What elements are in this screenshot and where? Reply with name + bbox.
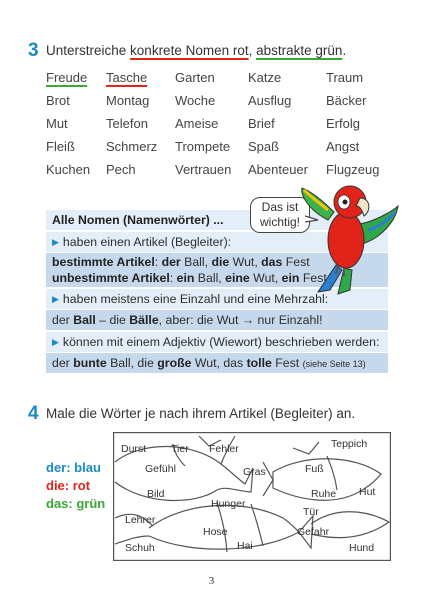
text: Ball, — [194, 271, 226, 285]
word-katze[interactable]: Katze — [248, 70, 282, 85]
fish-word-fehler[interactable]: Fehler — [209, 443, 239, 455]
word-kuchen[interactable]: Kuchen — [46, 162, 91, 177]
text: Wut, — [229, 255, 262, 269]
text: : — [154, 255, 162, 269]
word-garten[interactable]: Garten — [175, 70, 215, 85]
word-abenteuer[interactable]: Abenteuer — [248, 162, 308, 177]
fish-word-hund[interactable]: Hund — [349, 542, 375, 554]
triangle-bullet-icon: ▶ — [52, 337, 59, 347]
fish-word-tuer[interactable]: Tür — [303, 506, 319, 518]
text: Ball, die — [106, 356, 158, 370]
word-telefon[interactable]: Telefon — [106, 116, 148, 131]
fish-word-hai[interactable]: Hai — [237, 540, 253, 552]
fish-word-durst[interactable]: Durst — [121, 443, 147, 455]
word-mut[interactable]: Mut — [46, 116, 68, 131]
page-reference: (siehe Seite 13) — [302, 359, 366, 369]
article-die: die — [211, 255, 230, 269]
word-pech[interactable]: Pech — [106, 162, 136, 177]
text: Wut, das — [191, 356, 247, 370]
text: Fest — [271, 356, 300, 370]
fish-word-hunger[interactable]: Hunger — [211, 498, 246, 510]
word-erfolg[interactable]: Erfolg — [326, 116, 360, 131]
definite-articles-label: bestimmte Artikel — [52, 255, 155, 269]
info-point-2-text: haben meistens eine Einzahl und eine Mehrzahl: — [62, 292, 329, 306]
text: , aber: die Wut → nur Einzahl! — [158, 313, 323, 327]
article-das: das — [261, 255, 283, 269]
text: Ball, — [180, 255, 212, 269]
article-ein: ein — [176, 271, 195, 285]
word-trompete[interactable]: Trompete — [175, 139, 231, 154]
instruction-text: , — [248, 43, 257, 58]
word-traum[interactable]: Traum — [326, 70, 364, 85]
indefinite-articles-label: unbestimmte Artikel — [52, 271, 170, 285]
fish-word-gras[interactable]: Gras — [243, 466, 266, 478]
adjective-grosse: große — [157, 356, 192, 370]
fish-word-hose[interactable]: Hose — [203, 526, 228, 538]
legend-die-red: die: rot — [46, 478, 91, 493]
info-heading: Alle Nomen (Namenwörter) ... — [52, 213, 224, 227]
triangle-bullet-icon: ▶ — [52, 237, 59, 247]
instruction-text: Unterstreiche — [46, 43, 131, 58]
word-montag[interactable]: Montag — [106, 93, 150, 108]
exercise-3-number: 3 — [28, 40, 39, 61]
text: der — [52, 356, 74, 370]
text: : — [169, 271, 177, 285]
word-tasche[interactable]: Tasche — [106, 70, 148, 85]
word-flugzeug[interactable]: Flugzeug — [326, 162, 380, 177]
text: Fest — [299, 271, 327, 285]
exercise-4-number: 4 — [28, 403, 39, 424]
word-ameise[interactable]: Ameise — [175, 116, 219, 131]
legend-das-green: das: grün — [46, 496, 106, 511]
fish-word-hut[interactable]: Hut — [359, 486, 376, 498]
triangle-bullet-icon: ▶ — [52, 294, 59, 304]
bubble-line-2: wichtig! — [259, 215, 300, 229]
fish-word-lehrer[interactable]: Lehrer — [125, 514, 156, 526]
fish-puzzle — [113, 432, 391, 561]
word-baecker[interactable]: Bäcker — [326, 93, 367, 108]
word-ball: Ball — [73, 313, 96, 327]
word-freude[interactable]: Freude — [46, 70, 88, 85]
info-point-3-text: können mit einem Adjektiv (Wiewort) beschrieben werden: — [62, 335, 380, 349]
article-ein: ein — [281, 271, 300, 285]
word-vertrauen[interactable]: Vertrauen — [175, 162, 232, 177]
text: – die — [95, 313, 130, 327]
word-spass[interactable]: Spaß — [248, 139, 280, 154]
word-brief[interactable]: Brief — [248, 116, 275, 131]
info-point-3 — [46, 332, 388, 352]
fish-word-gefuehl[interactable]: Gefühl — [145, 463, 176, 475]
word-ausflug[interactable]: Ausflug — [248, 93, 292, 108]
word-brot[interactable]: Brot — [46, 93, 70, 108]
word-fleiss[interactable]: Fleiß — [46, 139, 75, 154]
text: Wut, — [249, 271, 282, 285]
info-point-2-example — [46, 310, 388, 330]
text: der — [52, 313, 74, 327]
legend-der-blue: der: blau — [46, 460, 101, 475]
word-woche[interactable]: Woche — [175, 93, 216, 108]
bubble-line-1: Das ist — [261, 200, 299, 214]
fish-word-tier[interactable]: Tier — [171, 443, 189, 455]
adjective-tolle: tolle — [246, 356, 272, 370]
article-eine: eine — [225, 271, 250, 285]
adjective-bunte: bunte — [73, 356, 107, 370]
page-number: 3 — [208, 575, 215, 587]
word-baelle: Bälle — [129, 313, 159, 327]
instruction-text: . — [342, 43, 347, 58]
fish-word-fuss[interactable]: Fuß — [305, 463, 324, 475]
parrot-illustration — [298, 180, 400, 295]
exercise-3-instruction — [46, 43, 346, 58]
text: Fest — [282, 255, 310, 269]
exercise-4-instruction: Male die Wörter je nach ihrem Artikel (Begleiter) an. — [46, 406, 356, 421]
fish-word-teppich[interactable]: Teppich — [331, 438, 368, 450]
article-der: der — [161, 255, 181, 269]
info-point-1-text: haben einen Artikel (Begleiter): — [62, 235, 232, 249]
fish-word-bild[interactable]: Bild — [147, 488, 165, 500]
instruction-abstract-green: abstrakte grün — [256, 43, 343, 58]
word-angst[interactable]: Angst — [326, 139, 360, 154]
fish-word-ruhe[interactable]: Ruhe — [311, 488, 337, 500]
info-point-3-example — [46, 353, 388, 373]
fish-word-schuh[interactable]: Schuh — [125, 542, 155, 554]
word-schmerz[interactable]: Schmerz — [106, 139, 158, 154]
fish-word-gefahr[interactable]: Gefahr — [297, 526, 330, 538]
instruction-concrete-red: konkrete Nomen rot — [130, 43, 249, 58]
